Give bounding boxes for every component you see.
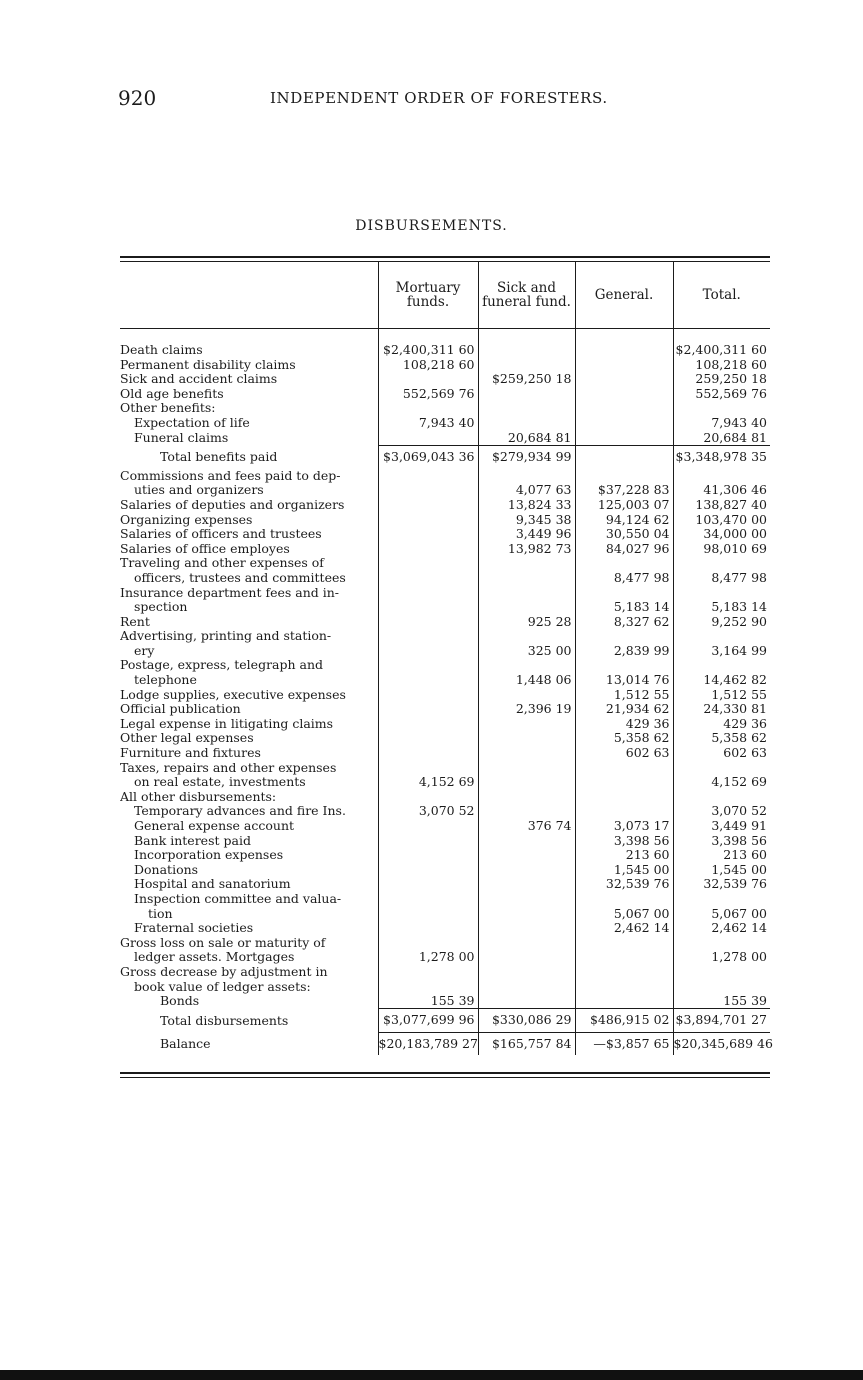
cell-total: 3,070 52 bbox=[673, 804, 770, 819]
row-label-line: spection bbox=[134, 599, 188, 615]
column-header-row bbox=[120, 262, 770, 329]
row-label bbox=[120, 469, 378, 498]
cell-general: 13,014 76 bbox=[575, 658, 673, 687]
cell-general bbox=[575, 358, 673, 373]
cell-mortuary bbox=[378, 892, 478, 921]
cell-sick bbox=[478, 416, 575, 431]
table-row-balance bbox=[120, 1032, 770, 1055]
row-label-line: Bonds bbox=[160, 993, 200, 1009]
cell-general: 213 60 bbox=[575, 848, 673, 863]
cell-mortuary: 1,278 00 bbox=[378, 936, 478, 965]
cell-mortuary: 108,218 60 bbox=[378, 358, 478, 373]
cell-total: 552,569 76 bbox=[673, 387, 770, 402]
cell-total: 213 60 bbox=[673, 848, 770, 863]
cell-total: 259,250 18 bbox=[673, 372, 770, 387]
section-title: DISBURSEMENTS. bbox=[355, 218, 508, 234]
cell-total: 20,684 81 bbox=[673, 431, 770, 446]
scan-edge bbox=[0, 1370, 863, 1380]
table-row bbox=[120, 702, 770, 717]
row-label-line: telephone bbox=[134, 672, 197, 688]
cell-mortuary: $20,183,789 27 bbox=[378, 1032, 478, 1055]
cell-general bbox=[575, 416, 673, 431]
cell-sick bbox=[478, 848, 575, 863]
cell-general: 5,183 14 bbox=[575, 586, 673, 615]
row-label: Bank interest paid bbox=[134, 833, 251, 848]
cell-general: 32,539 76 bbox=[575, 877, 673, 892]
cell-total: 9,252 90 bbox=[673, 615, 770, 630]
row-label-line: Gross decrease by adjustment in bbox=[120, 964, 328, 979]
table-row bbox=[120, 717, 770, 732]
table-row bbox=[120, 761, 770, 790]
cell-sick: 325 00 bbox=[478, 629, 575, 658]
cell-sick bbox=[478, 358, 575, 373]
cell-mortuary: 7,943 40 bbox=[378, 416, 478, 431]
cell-sick bbox=[478, 921, 575, 936]
cell-sick: 20,684 81 bbox=[478, 431, 575, 446]
table-row bbox=[120, 556, 770, 585]
row-label bbox=[120, 658, 378, 687]
cell-general bbox=[575, 965, 673, 1009]
cell-general: 429 36 bbox=[575, 717, 673, 732]
table-row bbox=[120, 431, 770, 446]
cell-mortuary bbox=[378, 469, 478, 498]
cell-mortuary bbox=[378, 542, 478, 557]
row-label: Old age benefits bbox=[120, 386, 224, 401]
cell-sick: $259,250 18 bbox=[478, 372, 575, 387]
cell-general: 94,124 62 bbox=[575, 513, 673, 528]
row-label: Hospital and sanatorium bbox=[134, 877, 291, 892]
row-label bbox=[120, 761, 378, 790]
cell-sick bbox=[478, 965, 575, 1009]
running-title: INDEPENDENT ORDER OF FORESTERS. bbox=[270, 89, 608, 107]
cell-sick bbox=[478, 804, 575, 819]
table-row bbox=[120, 746, 770, 761]
table-row bbox=[120, 513, 770, 528]
cell-sick bbox=[478, 863, 575, 878]
cell-general: 8,477 98 bbox=[575, 556, 673, 585]
cell-total: 5,183 14 bbox=[673, 586, 770, 615]
cell-general: 84,027 96 bbox=[575, 542, 673, 557]
cell-sick: 2,396 19 bbox=[478, 702, 575, 717]
table-row bbox=[120, 848, 770, 863]
table-row bbox=[120, 965, 770, 1009]
cell-mortuary bbox=[378, 921, 478, 936]
cell-total: 3,164 99 bbox=[673, 629, 770, 658]
cell-sick: 4,077 63 bbox=[478, 469, 575, 498]
table-row bbox=[120, 416, 770, 431]
table-row-total-benefits bbox=[120, 446, 770, 469]
table-row bbox=[120, 688, 770, 703]
row-label: Total benefits paid bbox=[160, 449, 278, 465]
row-label-line: Advertising, printing and station- bbox=[120, 629, 332, 644]
row-label: Official publication bbox=[120, 702, 241, 717]
header-mortuary: Mortuary funds. bbox=[378, 262, 478, 329]
cell-general: 1,512 55 bbox=[575, 688, 673, 703]
cell-mortuary bbox=[378, 863, 478, 878]
cell-sick: $330,086 29 bbox=[478, 1009, 575, 1033]
row-label-line: Gross loss on sale or maturity of bbox=[120, 935, 326, 950]
cell-sick bbox=[478, 834, 575, 849]
cell-total: 429 36 bbox=[673, 717, 770, 732]
header-general: General. bbox=[575, 262, 673, 329]
row-label: Sick and accident claims bbox=[120, 372, 278, 387]
cell-mortuary bbox=[378, 658, 478, 687]
cell-mortuary bbox=[378, 688, 478, 703]
cell-sick: 925 28 bbox=[478, 615, 575, 630]
cell-sick: 13,824 33 bbox=[478, 498, 575, 513]
running-head bbox=[118, 86, 768, 112]
cell-general bbox=[575, 372, 673, 387]
cell-mortuary bbox=[378, 556, 478, 585]
row-label: Total disbursements bbox=[160, 1012, 289, 1028]
row-label-line: book value of ledger assets: bbox=[134, 978, 311, 994]
row-label: Salaries of deputies and organizers bbox=[120, 497, 345, 512]
row-label: Organizing expenses bbox=[120, 512, 253, 527]
cell-mortuary bbox=[378, 819, 478, 834]
cell-sick: $165,757 84 bbox=[478, 1032, 575, 1055]
disbursements-table-wrap bbox=[120, 256, 773, 1055]
page-number: 920 bbox=[118, 86, 157, 110]
table-row bbox=[120, 936, 770, 965]
row-label-line: uties and organizers bbox=[134, 482, 264, 498]
row-label-line: officers, trustees and committees bbox=[134, 569, 346, 585]
cell-mortuary: 552,569 76 bbox=[378, 387, 478, 402]
cell-general bbox=[575, 431, 673, 446]
cell-general: 2,462 14 bbox=[575, 921, 673, 936]
cell-total: 3,449 91 bbox=[673, 819, 770, 834]
cell-mortuary: 155 39 bbox=[378, 965, 478, 1009]
row-label-line: Insurance department fees and in- bbox=[120, 585, 340, 600]
table-row-total-disbursements bbox=[120, 1009, 770, 1033]
row-label: Death claims bbox=[120, 343, 203, 357]
table-row bbox=[120, 819, 770, 834]
cell-sick: 376 74 bbox=[478, 819, 575, 834]
cell-mortuary bbox=[378, 746, 478, 761]
cell-mortuary bbox=[378, 372, 478, 387]
cell-general: —$3,857 65 bbox=[575, 1032, 673, 1055]
cell-mortuary: $2,400,311 60 bbox=[378, 343, 478, 358]
cell-total: 138,827 40 bbox=[673, 498, 770, 513]
cell-total: $20,345,689 46 bbox=[673, 1032, 770, 1055]
cell-sick bbox=[478, 892, 575, 921]
cell-general: 30,550 04 bbox=[575, 527, 673, 542]
cell-mortuary bbox=[378, 702, 478, 717]
cell-total: 2,462 14 bbox=[673, 921, 770, 936]
cell-mortuary bbox=[378, 731, 478, 746]
cell-total: 24,330 81 bbox=[673, 702, 770, 717]
row-label: Balance bbox=[160, 1035, 211, 1051]
table-row bbox=[120, 372, 770, 387]
cell-general: 5,358 62 bbox=[575, 731, 673, 746]
cell-mortuary bbox=[378, 877, 478, 892]
cell-total: $2,400,311 60 bbox=[673, 343, 770, 358]
row-label: Lodge supplies, executive expenses bbox=[120, 687, 346, 702]
cell-general: $486,915 02 bbox=[575, 1009, 673, 1033]
row-label-line: on real estate, investments bbox=[134, 774, 306, 790]
table-row bbox=[120, 877, 770, 892]
table-row bbox=[120, 629, 770, 658]
row-label: Legal expense in litigating claims bbox=[120, 716, 334, 731]
table-row bbox=[120, 586, 770, 615]
row-label: Salaries of office employes bbox=[120, 541, 290, 556]
row-label-line: ery bbox=[134, 642, 155, 658]
cell-general bbox=[575, 804, 673, 819]
row-label bbox=[120, 629, 378, 658]
cell-total: 108,218 60 bbox=[673, 358, 770, 373]
cell-sick bbox=[478, 877, 575, 892]
table-row bbox=[120, 731, 770, 746]
cell-mortuary bbox=[378, 527, 478, 542]
cell-mortuary bbox=[378, 834, 478, 849]
cell-general bbox=[575, 343, 673, 358]
table-row bbox=[120, 387, 770, 402]
cell-sick bbox=[478, 717, 575, 732]
cell-sick bbox=[478, 343, 575, 358]
table-bottom-rule bbox=[120, 1072, 770, 1078]
cell-sick bbox=[478, 761, 575, 790]
cell-general: 602 63 bbox=[575, 746, 673, 761]
cell-general bbox=[575, 446, 673, 469]
cell-sick bbox=[478, 731, 575, 746]
row-label bbox=[120, 586, 378, 615]
row-label-line: ledger assets. Mortgages bbox=[134, 949, 295, 965]
table-row bbox=[120, 343, 770, 358]
table-row bbox=[120, 615, 770, 630]
cell-general: 2,839 99 bbox=[575, 629, 673, 658]
cell-general: 3,073 17 bbox=[575, 819, 673, 834]
cell-mortuary bbox=[378, 513, 478, 528]
row-label: Temporary advances and fire Ins. bbox=[134, 804, 346, 819]
cell-total: 1,545 00 bbox=[673, 863, 770, 878]
cell-general bbox=[575, 761, 673, 790]
cell-total: 7,943 40 bbox=[673, 416, 770, 431]
cell-mortuary: $3,069,043 36 bbox=[378, 446, 478, 469]
row-label-line: Inspection committee and valua- bbox=[134, 891, 342, 906]
row-label bbox=[120, 892, 378, 921]
cell-total: 155 39 bbox=[673, 965, 770, 1009]
table-row bbox=[120, 498, 770, 513]
cell-mortuary: 3,070 52 bbox=[378, 804, 478, 819]
cell-total: 103,470 00 bbox=[673, 513, 770, 528]
header-total: Total. bbox=[673, 262, 770, 329]
table-row bbox=[120, 469, 770, 498]
cell-total: 3,398 56 bbox=[673, 834, 770, 849]
cell-total: $3,894,701 27 bbox=[673, 1009, 770, 1033]
cell-total: 8,477 98 bbox=[673, 556, 770, 585]
table-row bbox=[120, 863, 770, 878]
cell-total: 1,278 00 bbox=[673, 936, 770, 965]
table-row bbox=[120, 790, 770, 805]
cell-total: 32,539 76 bbox=[673, 877, 770, 892]
cell-total: 4,152 69 bbox=[673, 761, 770, 790]
cell-sick bbox=[478, 688, 575, 703]
cell-mortuary: 4,152 69 bbox=[378, 761, 478, 790]
header-sick: Sick and funeral fund. bbox=[478, 262, 575, 329]
cell-general bbox=[575, 387, 673, 402]
row-label: Furniture and fixtures bbox=[120, 746, 261, 761]
row-label: Rent bbox=[120, 614, 150, 629]
cell-total: 602 63 bbox=[673, 746, 770, 761]
cell-mortuary bbox=[378, 498, 478, 513]
row-label bbox=[120, 936, 378, 965]
row-label: Other legal expenses bbox=[120, 731, 254, 746]
cell-total: 41,306 46 bbox=[673, 469, 770, 498]
cell-total: 14,462 82 bbox=[673, 658, 770, 687]
row-label: Salaries of officers and trustees bbox=[120, 527, 322, 542]
row-label: All other disbursements: bbox=[120, 789, 277, 804]
row-label: General expense account bbox=[134, 819, 295, 833]
table-row bbox=[120, 892, 770, 921]
row-label bbox=[120, 965, 378, 1009]
cell-general: 8,327 62 bbox=[575, 615, 673, 630]
cell-sick: 3,449 96 bbox=[478, 527, 575, 542]
cell-general: $37,228 83 bbox=[575, 469, 673, 498]
cell-mortuary bbox=[378, 431, 478, 446]
cell-total: 5,358 62 bbox=[673, 731, 770, 746]
table-row bbox=[120, 658, 770, 687]
cell-sick bbox=[478, 556, 575, 585]
table-row bbox=[120, 804, 770, 819]
row-label: Incorporation expenses bbox=[134, 848, 284, 863]
cell-sick bbox=[478, 586, 575, 615]
table-row bbox=[120, 527, 770, 542]
cell-total: 5,067 00 bbox=[673, 892, 770, 921]
cell-sick bbox=[478, 936, 575, 965]
table-row bbox=[120, 401, 770, 416]
cell-general: 5,067 00 bbox=[575, 892, 673, 921]
cell-total: $3,348,978 35 bbox=[673, 446, 770, 469]
cell-total: 1,512 55 bbox=[673, 688, 770, 703]
cell-mortuary bbox=[378, 615, 478, 630]
row-label: Fraternal societies bbox=[134, 921, 254, 936]
cell-general bbox=[575, 936, 673, 965]
header-item bbox=[120, 262, 378, 329]
cell-general: 21,934 62 bbox=[575, 702, 673, 717]
table-row bbox=[120, 921, 770, 936]
row-label: Other benefits: bbox=[120, 401, 216, 416]
cell-sick: 13,982 73 bbox=[478, 542, 575, 557]
cell-mortuary bbox=[378, 848, 478, 863]
row-label-line: Traveling and other expenses of bbox=[120, 556, 324, 571]
row-label-line: Commissions and fees paid to dep- bbox=[120, 468, 341, 483]
cell-sick bbox=[478, 387, 575, 402]
row-label-line: Taxes, repairs and other expenses bbox=[120, 760, 337, 775]
table-row bbox=[120, 358, 770, 373]
cell-mortuary bbox=[378, 717, 478, 732]
cell-mortuary bbox=[378, 586, 478, 615]
cell-sick bbox=[478, 746, 575, 761]
disbursements-table bbox=[120, 262, 773, 1055]
cell-general: 125,003 07 bbox=[575, 498, 673, 513]
cell-general: 1,545 00 bbox=[575, 863, 673, 878]
cell-sick: 1,448 06 bbox=[478, 658, 575, 687]
row-label: Permanent disability claims bbox=[120, 357, 296, 372]
cell-total: 98,010 69 bbox=[673, 542, 770, 557]
table-row bbox=[120, 542, 770, 557]
cell-total: 34,000 00 bbox=[673, 527, 770, 542]
row-label: Funeral claims bbox=[134, 430, 229, 446]
row-label: Donations bbox=[134, 862, 199, 877]
cell-mortuary: $3,077,699 96 bbox=[378, 1009, 478, 1033]
table-row bbox=[120, 834, 770, 849]
row-label-line: tion bbox=[148, 905, 173, 921]
cell-sick: $279,934 99 bbox=[478, 446, 575, 469]
row-label bbox=[120, 556, 378, 585]
cell-mortuary bbox=[378, 629, 478, 658]
cell-sick: 9,345 38 bbox=[478, 513, 575, 528]
row-label-line: Postage, express, telegraph and bbox=[120, 658, 324, 673]
cell-general: 3,398 56 bbox=[575, 834, 673, 849]
row-label: Expectation of life bbox=[134, 415, 250, 430]
